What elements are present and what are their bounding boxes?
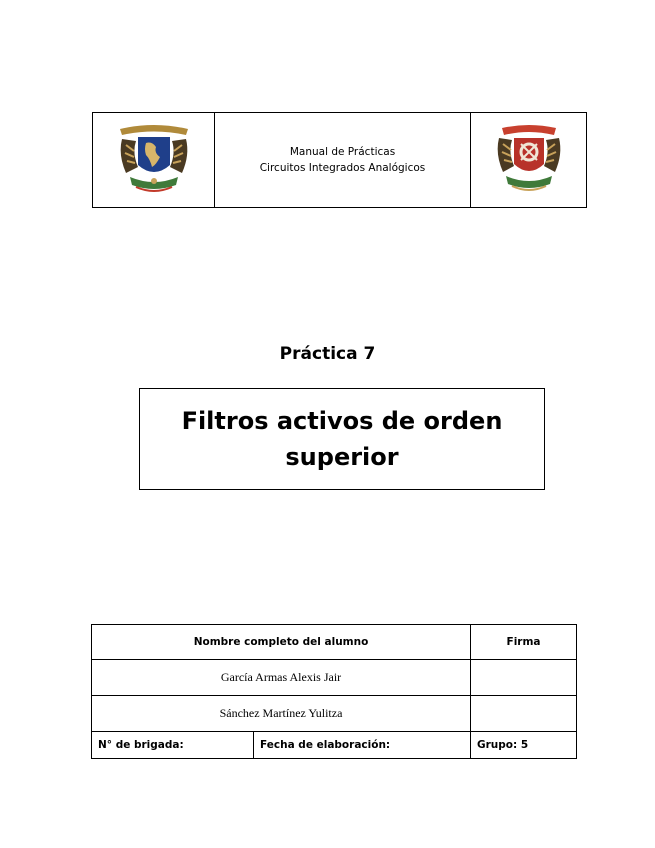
course-title: Circuitos Integrados Analógicos (259, 162, 426, 174)
signature-header: Firma (471, 625, 577, 660)
date-label: Fecha de elaboración: (254, 732, 471, 759)
title-box (139, 388, 545, 490)
header-title-cell (215, 113, 471, 207)
student-table (91, 624, 577, 759)
table-footer-row (92, 732, 577, 759)
manual-title: Manual de Prácticas (289, 146, 396, 158)
brigade-label: N° de brigada: (92, 732, 254, 759)
table-row (92, 696, 577, 732)
header-right-cell (471, 113, 586, 207)
group-label: Grupo: 5 (471, 732, 577, 759)
student-name: Sánchez Martínez Yulitza (92, 696, 471, 732)
practice-number: Práctica 7 (279, 344, 376, 364)
header-left-cell (93, 113, 215, 207)
header-table (92, 112, 587, 208)
table-header-row (92, 625, 577, 660)
student-name-header: Nombre completo del alumno (92, 625, 471, 660)
signature-cell (471, 660, 577, 696)
student-name: García Armas Alexis Jair (92, 660, 471, 696)
table-row (92, 660, 577, 696)
ingenieria-logo-icon (494, 122, 564, 198)
title-line-1: Filtros activos de orden (181, 407, 503, 435)
signature-cell (471, 696, 577, 732)
unam-logo-icon (116, 121, 192, 199)
title-line-2: superior (285, 443, 399, 471)
